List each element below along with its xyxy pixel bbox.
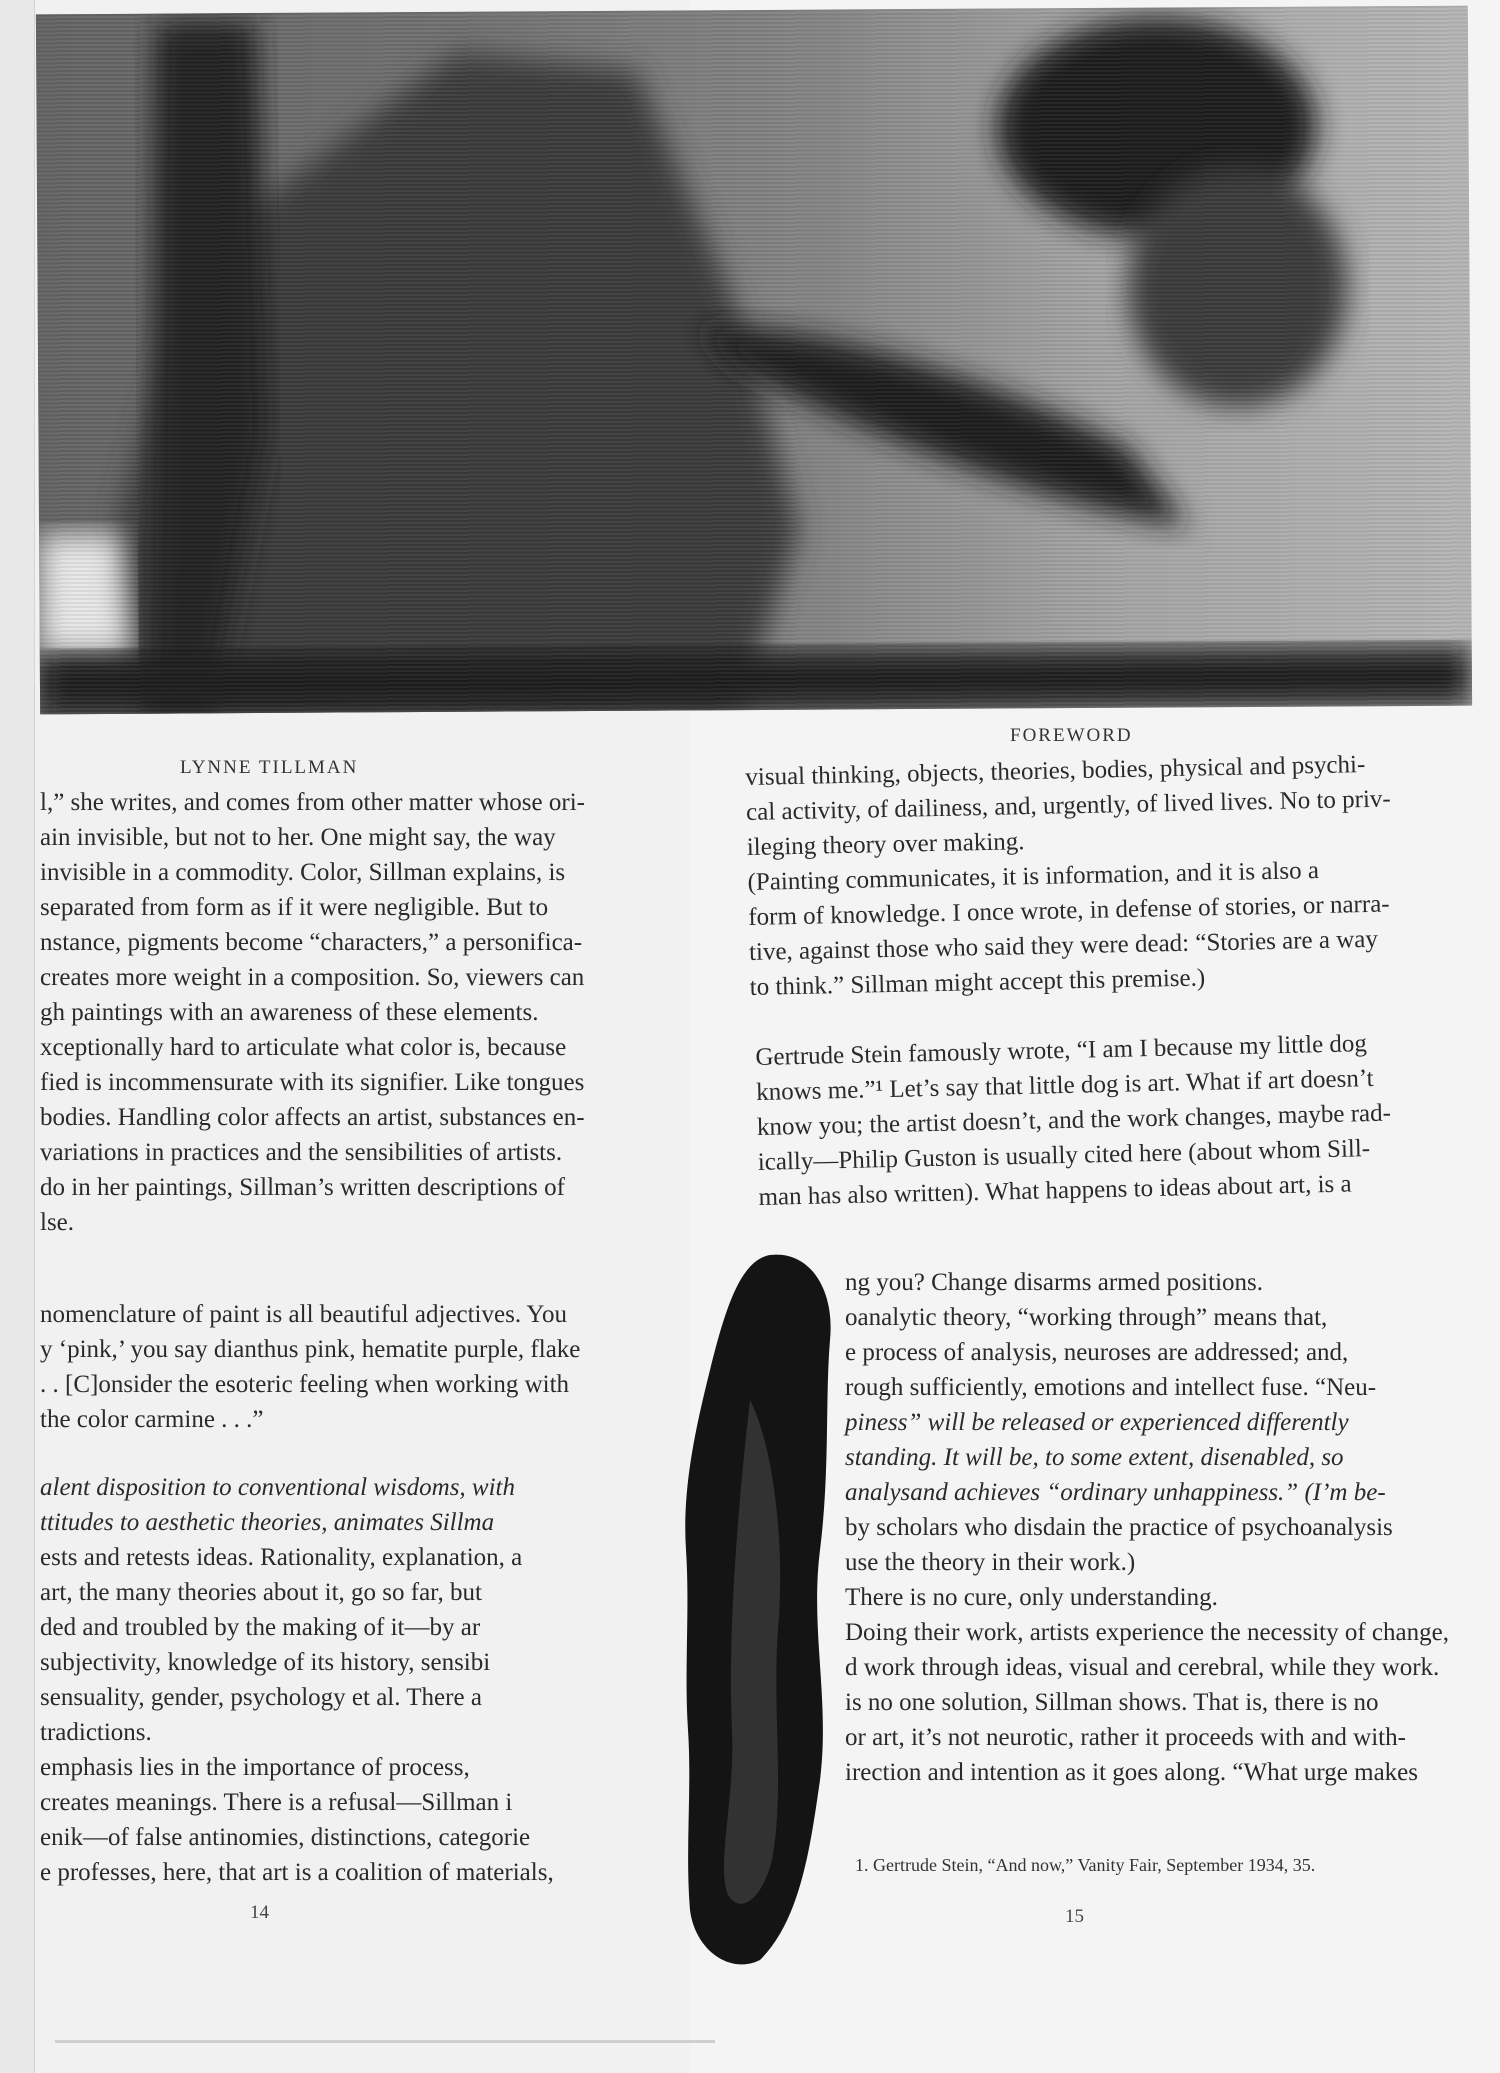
footnote: 1. Gertrude Stein, “And now,” Vanity Fair, September 1934, 35.	[855, 1855, 1316, 1875]
text-line: gh paintings with an awareness of these elements.	[40, 999, 539, 1026]
text-line: the color carmine . . .”	[40, 1406, 264, 1433]
text-line: form of knowledge. I once wrote, in defense of stories, or narra-	[748, 890, 1390, 931]
text-line: emphasis lies in the importance of process,	[40, 1754, 470, 1781]
text-line: visual thinking, objects, theories, bodies, physical and psychi-	[745, 751, 1366, 791]
text-line: ng you? Change disarms armed positions.	[845, 1269, 1263, 1296]
text-line: There is no cure, only understanding.	[845, 1584, 1218, 1611]
text-line: ttitudes to aesthetic theories, animates Sillma	[40, 1509, 495, 1536]
page-bottom-rule	[55, 2040, 715, 2043]
right-text-block-1	[745, 746, 1395, 1004]
scan-lines	[36, 6, 1472, 715]
page-number-right: 15	[1065, 1906, 1084, 1927]
text-line: nomenclature of paint is all beautiful adjectives. You	[40, 1301, 567, 1328]
text-line: man has also written). What happens to ideas about art, is a	[758, 1170, 1352, 1211]
text-line: piness” will be released or experienced differently	[845, 1409, 1349, 1436]
text-line: e professes, here, that art is a coalition of materials,	[40, 1859, 554, 1886]
text-line: tive, against those who said they were dead: “Stories are a way	[748, 925, 1379, 966]
left-text-block-2	[40, 1297, 580, 1437]
text-line: knows me.”¹ Let’s say that little dog is art. What if art doesn’t	[755, 1064, 1374, 1106]
right-text-block-3	[845, 1265, 1449, 1790]
right-text-block-2	[755, 1026, 1393, 1215]
page-edge	[0, 0, 35, 2073]
text-line: art, the many theories about it, go so far, but	[40, 1579, 482, 1606]
text-line: analysand achieves “ordinary unhappiness.” (I’m be-	[845, 1479, 1386, 1506]
text-line: is no one solution, Sillman shows. That is, there is no	[845, 1689, 1379, 1716]
text-line: ain invisible, but not to her. One might say, the way	[40, 824, 556, 851]
text-line: do in her paintings, Sillman’s written descriptions of	[40, 1174, 565, 1201]
left-text-block-1	[40, 785, 585, 1240]
text-line: l,” she writes, and comes from other matter whose ori-	[40, 789, 585, 816]
text-line: ically—Philip Guston is usually cited here (about whom Sill-	[757, 1135, 1371, 1176]
text-line: ded and troubled by the making of it—by ar	[40, 1614, 481, 1641]
running-head-right: FOREWORD	[1010, 725, 1133, 746]
text-line: enik—of false antinomies, distinctions, categorie	[40, 1824, 531, 1851]
text-line: rough sufficiently, emotions and intellect fuse. “Neu-	[845, 1374, 1377, 1401]
text-line: e process of analysis, neuroses are addressed; and,	[845, 1339, 1349, 1366]
text-line: sensuality, gender, psychology et al. There a	[40, 1684, 482, 1711]
text-line: know you; the artist doesn’t, and the work changes, maybe rad-	[756, 1099, 1392, 1141]
running-head-left: LYNNE TILLMAN	[180, 757, 359, 778]
text-line: lse.	[40, 1209, 75, 1236]
text-line: variations in practices and the sensibilities of artists.	[40, 1139, 563, 1166]
ink-blot	[680, 1250, 840, 1980]
left-text-block-3	[40, 1470, 554, 1890]
text-line: to think.” Sillman might accept this premise.)	[749, 964, 1206, 1001]
text-line: use the theory in their work.)	[845, 1549, 1136, 1576]
text-line: Gertrude Stein famously wrote, “I am I because my little dog	[755, 1030, 1368, 1071]
page-number-left: 14	[250, 1902, 269, 1923]
text-line: nstance, pigments become “characters,” a personifica-	[40, 929, 583, 956]
text-line: Doing their work, artists experience the necessity of change,	[845, 1619, 1449, 1646]
text-line: invisible in a commodity. Color, Sillman explains, is	[40, 859, 566, 886]
text-line: . . [C]onsider the esoteric feeling when working with	[40, 1371, 570, 1398]
text-line: tradictions.	[40, 1719, 152, 1746]
text-line: fied is incommensurate with its signifier. Like tongues	[40, 1069, 585, 1096]
text-line: or art, it’s not neurotic, rather it proceeds with and with-	[845, 1724, 1406, 1751]
text-line: d work through ideas, visual and cerebral, while they work.	[845, 1654, 1440, 1681]
blurred-photograph	[36, 6, 1472, 715]
text-line: subjectivity, knowledge of its history, sensibi	[40, 1649, 491, 1676]
text-line: y ‘pink,’ you say dianthus pink, hematite purple, flake	[40, 1336, 581, 1363]
text-line: creates more weight in a composition. So, viewers can	[40, 964, 585, 991]
text-line: irection and intention as it goes along. “What urge makes	[845, 1759, 1418, 1786]
text-line: standing. It will be, to some extent, disenabled, so	[845, 1444, 1344, 1471]
text-line: by scholars who disdain the practice of psychoanalysis	[845, 1514, 1393, 1541]
text-line: (Painting communicates, it is information, and it is also a	[747, 857, 1320, 896]
text-line: ests and retests ideas. Rationality, explanation, a	[40, 1544, 523, 1571]
text-line: xceptionally hard to articulate what color is, because	[40, 1034, 567, 1061]
text-line: oanalytic theory, “working through” means that,	[845, 1304, 1328, 1331]
text-line: separated from form as if it were negligible. But to	[40, 894, 549, 921]
text-line: cal activity, of dailiness, and, urgently, of lived lives. No to priv-	[745, 785, 1392, 826]
text-line: alent disposition to conventional wisdoms, with	[40, 1474, 515, 1501]
text-line: bodies. Handling color affects an artist, substances en-	[40, 1104, 585, 1131]
text-line: creates meanings. There is a refusal—Sillman i	[40, 1789, 513, 1816]
text-line: ileging theory over making.	[746, 828, 1025, 861]
